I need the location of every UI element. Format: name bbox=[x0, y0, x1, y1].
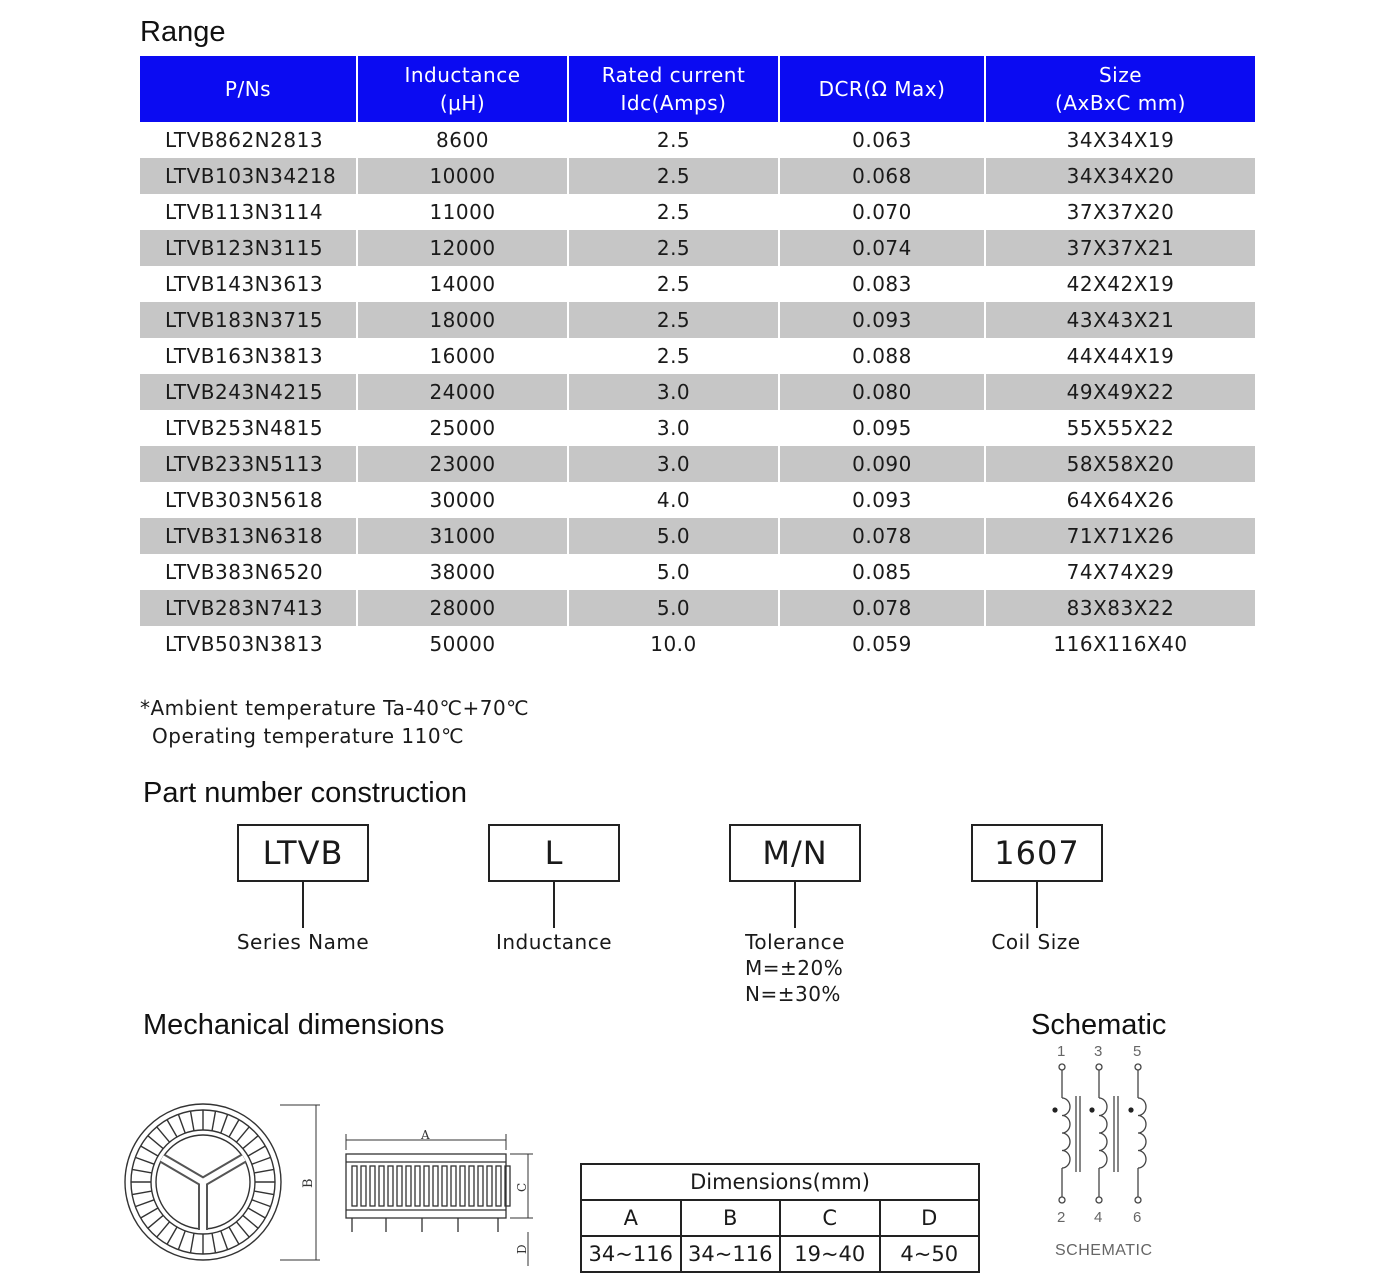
table-row bbox=[140, 410, 1255, 446]
cell-inductance: 14000 bbox=[357, 266, 568, 302]
cell-inductance: 8600 bbox=[357, 122, 568, 158]
dimension-b-label: B bbox=[301, 1178, 316, 1188]
pn-box-series: LTVB bbox=[237, 824, 369, 882]
pin-4-label: 4 bbox=[1094, 1209, 1103, 1226]
dim-value-a: 34~116 bbox=[581, 1236, 681, 1272]
cell-pn: LTVB862N2813 bbox=[140, 122, 357, 158]
table-row bbox=[140, 158, 1255, 194]
header-rated-current: Rated current Idc(Amps) bbox=[568, 56, 779, 122]
part-number-title: Part number construction bbox=[143, 777, 467, 809]
cell-inductance: 16000 bbox=[357, 338, 568, 374]
dimensions-title: Dimensions(mm) bbox=[581, 1164, 979, 1200]
cell-pn: LTVB123N3115 bbox=[140, 230, 357, 266]
cell-pn: LTVB143N3613 bbox=[140, 266, 357, 302]
cell-inductance: 25000 bbox=[357, 410, 568, 446]
table-row bbox=[140, 302, 1255, 338]
cell-pn: LTVB383N6520 bbox=[140, 554, 357, 590]
dim-header-c: C bbox=[780, 1200, 880, 1236]
pin-1-label: 1 bbox=[1057, 1043, 1066, 1060]
cell-pn: LTVB313N6318 bbox=[140, 518, 357, 554]
cell-rated-current: 2.5 bbox=[568, 338, 779, 374]
table-row bbox=[140, 266, 1255, 302]
pin-6-label: 6 bbox=[1133, 1209, 1142, 1226]
range-title: Range bbox=[140, 16, 226, 48]
tolerance-label: Tolerance bbox=[745, 930, 845, 954]
cell-inductance: 50000 bbox=[357, 626, 568, 662]
pn-connector-series bbox=[302, 880, 304, 928]
cell-size: 37X37X20 bbox=[1066, 200, 1175, 224]
side-view-drawing bbox=[338, 1120, 538, 1268]
cell-inductance: 38000 bbox=[357, 554, 568, 590]
cell-pn: LTVB183N3715 bbox=[140, 302, 357, 338]
cell-size: 34X34X19 bbox=[1066, 128, 1175, 152]
cell-rated-current: 3.0 bbox=[568, 410, 779, 446]
dimension-d-label: D bbox=[515, 1244, 529, 1254]
cell-size: 34X34X20 bbox=[985, 158, 1255, 194]
cell-inductance: 11000 bbox=[357, 194, 568, 230]
tolerance-n: N=±30% bbox=[745, 982, 841, 1006]
cell-dcr: 0.080 bbox=[779, 374, 985, 410]
cell-pn: LTVB163N3813 bbox=[140, 338, 357, 374]
cell-rated-current: 2.5 bbox=[568, 302, 779, 338]
cell-size: 37X37X21 bbox=[985, 230, 1255, 266]
dim-header-d: D bbox=[880, 1200, 980, 1236]
cell-pn: LTVB503N3813 bbox=[140, 626, 357, 662]
cell-size: 49X49X22 bbox=[985, 374, 1255, 410]
pin-5-label: 5 bbox=[1133, 1043, 1142, 1060]
cell-inductance: 28000 bbox=[357, 590, 568, 626]
schematic-title: Schematic bbox=[1031, 1009, 1167, 1041]
cell-size: 43X43X21 bbox=[985, 302, 1255, 338]
cell-size: 58X58X20 bbox=[985, 446, 1255, 482]
cell-size: 83X83X22 bbox=[985, 590, 1255, 626]
table-row bbox=[140, 230, 1255, 266]
cell-inductance: 10000 bbox=[357, 158, 568, 194]
cell-dcr: 0.059 bbox=[779, 626, 985, 662]
pin-3-label: 3 bbox=[1094, 1043, 1103, 1060]
cell-pn: LTVB303N5618 bbox=[140, 482, 357, 518]
cell-dcr: 0.078 bbox=[779, 518, 985, 554]
polarity-dots bbox=[1052, 1107, 1133, 1112]
operating-temperature-note: Operating temperature 110℃ bbox=[152, 724, 465, 748]
cell-rated-current: 2.5 bbox=[568, 122, 779, 158]
mechanical-title: Mechanical dimensions bbox=[143, 1009, 445, 1041]
top-view-drawing bbox=[120, 1100, 330, 1270]
cell-pn: LTVB283N7413 bbox=[140, 590, 357, 626]
table-row bbox=[140, 194, 1255, 230]
dim-value-b: 34~116 bbox=[681, 1236, 781, 1272]
series-name-label: Series Name bbox=[236, 930, 370, 954]
dimension-a-label: A bbox=[421, 1128, 430, 1142]
cell-size: 42X42X19 bbox=[1066, 272, 1175, 296]
cell-rated-current: 5.0 bbox=[568, 518, 779, 554]
cell-dcr: 0.078 bbox=[779, 590, 985, 626]
table-row bbox=[140, 122, 1255, 158]
cell-dcr: 0.088 bbox=[779, 338, 985, 374]
header-dcr: DCR(Ω Max) bbox=[779, 56, 985, 122]
cell-size: 74X74X29 bbox=[1066, 560, 1175, 584]
cell-size: 116X116X40 bbox=[1053, 632, 1188, 656]
schematic-drawing bbox=[1040, 1040, 1170, 1230]
pn-box-tolerance: M/N bbox=[729, 824, 861, 882]
cell-dcr: 0.070 bbox=[779, 194, 985, 230]
range-header-row bbox=[140, 56, 1255, 122]
table-row bbox=[140, 626, 1255, 662]
pn-box-inductance: L bbox=[488, 824, 620, 882]
dim-value-d: 4~50 bbox=[880, 1236, 980, 1272]
cell-inductance: 30000 bbox=[357, 482, 568, 518]
pn-connector-coil-size bbox=[1036, 880, 1038, 928]
dim-value-c: 19~40 bbox=[780, 1236, 880, 1272]
header-inductance: Inductance (μH) bbox=[357, 56, 568, 122]
cell-pn: LTVB253N4815 bbox=[140, 410, 357, 446]
dim-header-a: A bbox=[581, 1200, 681, 1236]
cell-pn: LTVB113N3114 bbox=[140, 194, 357, 230]
cell-dcr: 0.083 bbox=[779, 266, 985, 302]
schematic-caption: SCHEMATIC bbox=[1055, 1242, 1153, 1259]
cell-dcr: 0.085 bbox=[779, 554, 985, 590]
cell-pn: LTVB243N4215 bbox=[140, 374, 357, 410]
cell-size: 71X71X26 bbox=[985, 518, 1255, 554]
cell-size: 44X44X19 bbox=[1066, 344, 1175, 368]
cell-rated-current: 4.0 bbox=[568, 482, 779, 518]
cell-dcr: 0.095 bbox=[779, 410, 985, 446]
table-row bbox=[140, 554, 1255, 590]
cell-rated-current: 5.0 bbox=[568, 554, 779, 590]
dimension-c-label: C bbox=[515, 1182, 529, 1192]
cell-inductance: 18000 bbox=[357, 302, 568, 338]
table-row bbox=[140, 446, 1255, 482]
tolerance-m: M=±20% bbox=[745, 956, 844, 980]
pn-connector-inductance bbox=[553, 880, 555, 928]
cell-size: 55X55X22 bbox=[1066, 416, 1175, 440]
cell-dcr: 0.063 bbox=[779, 122, 985, 158]
cell-rated-current: 10.0 bbox=[568, 626, 779, 662]
inductance-label: Inductance bbox=[495, 930, 612, 954]
cell-rated-current: 2.5 bbox=[568, 158, 779, 194]
cell-dcr: 0.090 bbox=[779, 446, 985, 482]
cell-rated-current: 5.0 bbox=[568, 590, 779, 626]
cell-size: 64X64X26 bbox=[1066, 488, 1175, 512]
cell-pn: LTVB103N34218 bbox=[140, 158, 357, 194]
schematic-windings bbox=[1059, 1064, 1146, 1203]
cell-rated-current: 2.5 bbox=[568, 266, 779, 302]
range-table bbox=[140, 56, 1255, 662]
cell-dcr: 0.068 bbox=[779, 158, 985, 194]
table-row bbox=[140, 518, 1255, 554]
pn-connector-tolerance bbox=[794, 880, 796, 928]
table-row bbox=[140, 590, 1255, 626]
header-size: Size (AxBxC mm) bbox=[985, 56, 1255, 122]
table-row bbox=[140, 482, 1255, 518]
cell-dcr: 0.074 bbox=[779, 230, 985, 266]
pin-2-label: 2 bbox=[1057, 1209, 1066, 1226]
dim-header-b: B bbox=[681, 1200, 781, 1236]
toroid-side-view bbox=[346, 1154, 510, 1232]
cell-rated-current: 2.5 bbox=[568, 230, 779, 266]
pn-box-coil-size: 1607 bbox=[971, 824, 1103, 882]
coil-size-label: Coil Size bbox=[991, 930, 1081, 954]
cell-inductance: 12000 bbox=[357, 230, 568, 266]
table-row bbox=[140, 374, 1255, 410]
cell-inductance: 23000 bbox=[357, 446, 568, 482]
cell-inductance: 24000 bbox=[357, 374, 568, 410]
toroid-top-view bbox=[125, 1104, 281, 1260]
table-row bbox=[140, 338, 1255, 374]
cell-rated-current: 3.0 bbox=[568, 374, 779, 410]
cell-dcr: 0.093 bbox=[779, 482, 985, 518]
cell-rated-current: 3.0 bbox=[568, 446, 779, 482]
cell-inductance: 31000 bbox=[357, 518, 568, 554]
cell-rated-current: 2.5 bbox=[568, 194, 779, 230]
header-pns: P/Ns bbox=[140, 56, 357, 122]
dimensions-table bbox=[580, 1163, 980, 1273]
cell-dcr: 0.093 bbox=[779, 302, 985, 338]
cell-pn: LTVB233N5113 bbox=[140, 446, 357, 482]
ambient-temperature-note: *Ambient temperature Ta-40℃+70℃ bbox=[140, 696, 530, 720]
